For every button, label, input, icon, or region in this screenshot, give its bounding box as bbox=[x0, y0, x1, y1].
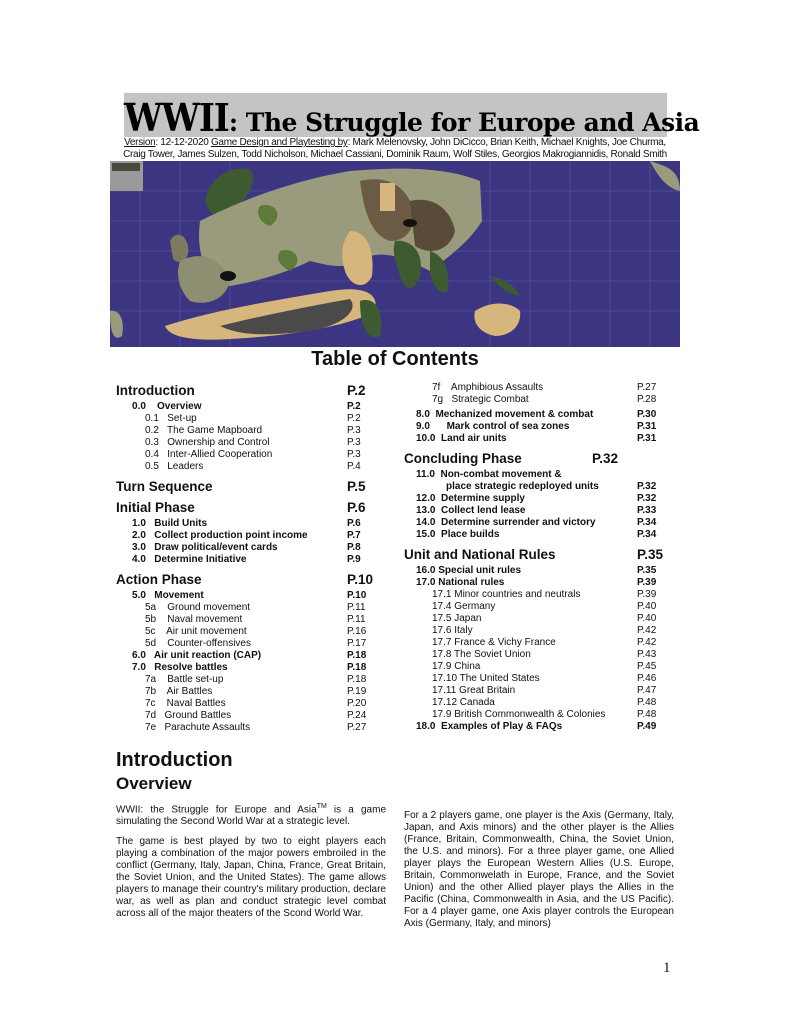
toc-entry-label: Unit and National Rules bbox=[404, 547, 556, 562]
toc-entry-page: P.6 bbox=[347, 518, 361, 529]
credits-label: Game Design and Playtesting by bbox=[210, 137, 348, 148]
toc-entry-label: Initial Phase bbox=[116, 500, 195, 515]
toc-entry-label: 0.1 Set-up bbox=[145, 413, 197, 424]
toc-entry-page: P.30 bbox=[637, 409, 657, 420]
game-map-image bbox=[110, 161, 680, 347]
toc-entry-label: 17.12 Canada bbox=[432, 697, 495, 708]
toc-entry-label: 12.0 Determine supply bbox=[416, 493, 525, 504]
toc-entry-page: P.24 bbox=[347, 710, 367, 721]
toc-entry-label: 5b Naval movement bbox=[145, 614, 243, 625]
page-number: 1 bbox=[663, 960, 671, 976]
toc-entry-page: P.16 bbox=[347, 626, 367, 637]
toc-entry-page: P.42 bbox=[637, 637, 657, 648]
toc-entry-page: P.47 bbox=[637, 685, 657, 696]
toc-entry-label: 0.5 Leaders bbox=[145, 461, 204, 472]
toc-entry-page: P.3 bbox=[347, 437, 361, 448]
toc-entry-page: P.6 bbox=[347, 500, 366, 515]
paragraph-players: The game is best played by two to eight players each playing a combination of the major powers embroiled in the conflict (Germany, Italy, Japan, China, France, Great Britain, the Soviet Union, and the United States). The game allows players to manage their country's military production, declare war, as well as plan and conduct strategic level combat across all of the major theaters of the Scond World War. bbox=[116, 836, 386, 919]
toc-entry-label: 7a Battle set-up bbox=[145, 674, 224, 685]
toc-entry-label: 17.7 France & Vichy France bbox=[432, 637, 556, 648]
toc-entry-page: P.49 bbox=[637, 721, 657, 732]
toc-entry-page: P.31 bbox=[637, 433, 657, 444]
toc-entry-label: Action Phase bbox=[116, 572, 202, 587]
toc-entry-label: 5c Air unit movement bbox=[145, 626, 247, 637]
toc-entry-label: 0.3 Ownership and Control bbox=[145, 437, 270, 448]
toc-entry-label: 10.0 Land air units bbox=[416, 433, 507, 444]
toc-entry-page: P.7 bbox=[347, 530, 361, 541]
toc-entry-label: 17.11 Great Britain bbox=[432, 685, 516, 696]
section-heading-introduction: Introduction bbox=[116, 749, 233, 771]
toc-entry-label: 4.0 Determine Initiative bbox=[132, 554, 247, 565]
toc-entry-page: P.10 bbox=[347, 590, 367, 601]
toc-entry-label: place strategic redeployed units bbox=[446, 481, 599, 492]
trademark: TM bbox=[316, 803, 327, 810]
version-value: : 12-12-2020 bbox=[155, 137, 211, 148]
toc-entry-label: 17.9 British Commonwealth & Colonies bbox=[432, 709, 606, 720]
toc-entry-page: P.40 bbox=[637, 601, 657, 612]
toc-entry-page: P.11 bbox=[347, 614, 366, 625]
toc-entry-label: 17.5 Japan bbox=[432, 613, 482, 624]
toc-entry-page: P.17 bbox=[347, 638, 367, 649]
toc-entry-label: 7g Strategic Combat bbox=[432, 394, 529, 405]
toc-entry-label: 18.0 Examples of Play & FAQs bbox=[416, 721, 563, 732]
toc-entry-page: P.34 bbox=[637, 529, 657, 540]
toc-entry-label: 0.2 The Game Mapboard bbox=[145, 425, 263, 436]
toc-entry-label: 7d Ground Battles bbox=[145, 710, 232, 721]
toc-entry-page: P.34 bbox=[637, 517, 657, 528]
toc-entry-page: P.39 bbox=[637, 577, 657, 588]
toc-entry-page: P.43 bbox=[637, 649, 657, 660]
toc-entry-label: 17.6 Italy bbox=[432, 625, 473, 636]
toc-entry-label: 5a Ground movement bbox=[145, 602, 251, 613]
toc-entry-label: 6.0 Air unit reaction (CAP) bbox=[132, 650, 262, 661]
toc-entry-label: 13.0 Collect lend lease bbox=[416, 505, 526, 516]
credits-block bbox=[110, 137, 680, 161]
toc-entry-page: P.39 bbox=[637, 589, 657, 600]
credits-names-2: Craig Tower, James Sulzen, Todd Nicholson, Michael Cassiani, Dominik Raum, Wolf Stiles, Georgios Makrogiannidis, Ronald Smith bbox=[123, 149, 667, 160]
toc-entry-page: P.18 bbox=[347, 662, 367, 673]
title-subtitle: : The Struggle for Europe and Asia bbox=[228, 108, 700, 137]
toc-entry-page: P.27 bbox=[347, 722, 367, 733]
toc-entry-label: 8.0 Mechanized movement & combat bbox=[416, 409, 594, 420]
toc-entry-page: P.40 bbox=[637, 613, 657, 624]
toc-entry-page: P.8 bbox=[347, 542, 361, 553]
toc-entry-page: P.9 bbox=[347, 554, 361, 565]
map-graphic bbox=[110, 161, 680, 347]
toc-entry-label: 9.0 Mark control of sea zones bbox=[416, 421, 570, 432]
toc-entry-page: P.45 bbox=[637, 661, 657, 672]
toc-entry-label: Concluding Phase bbox=[404, 451, 522, 466]
toc-entry-page: P.11 bbox=[347, 602, 366, 613]
toc-entry-label: 7e Parachute Assaults bbox=[145, 722, 251, 733]
toc-entry-label: 17.10 The United States bbox=[432, 673, 540, 684]
toc-entry-page: P.18 bbox=[347, 674, 367, 685]
toc-entry-page: P.2 bbox=[347, 401, 361, 412]
toc-entry-page: P.3 bbox=[347, 425, 361, 436]
version-label: Version bbox=[124, 137, 156, 148]
toc-entry-page: P.35 bbox=[637, 565, 657, 576]
toc-entry-page: P.18 bbox=[347, 650, 367, 661]
toc-entry-page: P.32 bbox=[592, 451, 619, 466]
toc-entry-label: 7f Amphibious Assaults bbox=[432, 382, 544, 393]
toc-entry-label: 7b Air Battles bbox=[145, 686, 213, 697]
title-banner bbox=[124, 93, 700, 140]
toc-entry-label: Introduction bbox=[116, 383, 195, 398]
toc-entry-page: P.20 bbox=[347, 698, 367, 709]
toc-entry-label: 7.0 Resolve battles bbox=[132, 662, 228, 673]
toc-entry-label: 11.0 Non-combat movement & bbox=[416, 469, 562, 480]
toc-entry-page: P.32 bbox=[637, 481, 657, 492]
toc-entry-label: 17.4 Germany bbox=[432, 601, 496, 612]
paragraph-player-setup: For a 2 players game, one player is the Axis (Germany, Italy, Japan, and Axis minors) and the other player is the Allies (France, Britain, Commonwealth, China, the Soviet Union, the U.S. and minors). For a three player game, one Allied player plays the European Western Allies (U.S. Europe, Britain, Commonwelath in Europe, France, and the Soviet Union) and the other Allied player plays the Allies in the Pacific (China, Commonwealth in Asia, and the US Pacific). For a 4 player game, one Axis player controls the European Axis (Germany, Italy, and minors) bbox=[404, 810, 674, 929]
toc-entry-label: 1.0 Build Units bbox=[132, 518, 208, 529]
toc-entry-label: 0.0 Overview bbox=[132, 401, 202, 412]
toc-entry-page: P.2 bbox=[347, 383, 366, 398]
toc-title: Table of Contents bbox=[311, 348, 479, 370]
toc-entry-page: P.48 bbox=[637, 697, 657, 708]
toc-entry-page: P.10 bbox=[347, 572, 374, 587]
credits-names-1: : Mark Melenovsky, John DiCicco, Brian Keith, Michael Knights, Joe Churma, bbox=[347, 137, 666, 148]
toc-entry-label: 5.0 Movement bbox=[132, 590, 204, 601]
toc-entry-page: P.35 bbox=[637, 547, 664, 562]
paragraph-intro-rest: is a game simulating the Second World War at a strategic level. bbox=[116, 804, 387, 828]
toc-entry-page: P.28 bbox=[637, 394, 657, 405]
game-name: WWII: the Struggle for Europe and Asia bbox=[116, 804, 317, 816]
toc-entry-label: 16.0 Special unit rules bbox=[416, 565, 522, 576]
document-title bbox=[124, 95, 700, 140]
toc-entry-page: P.32 bbox=[637, 493, 657, 504]
toc-entry-label: 17.1 Minor countries and neutrals bbox=[432, 589, 581, 600]
toc-entry-label: 2.0 Collect production point income bbox=[132, 530, 308, 541]
toc-entry-page: P.2 bbox=[347, 413, 361, 424]
toc-entry-label: 17.0 National rules bbox=[416, 577, 505, 588]
toc-entry-label: 3.0 Draw political/event cards bbox=[132, 542, 278, 553]
toc-entry-label: 17.9 China bbox=[432, 661, 481, 672]
toc-entry-page: P.5 bbox=[347, 479, 366, 494]
toc-entry-page: P.3 bbox=[347, 449, 361, 460]
toc-entry-label: 0.4 Inter-Allied Cooperation bbox=[145, 449, 273, 460]
toc-entry-label: Turn Sequence bbox=[116, 479, 213, 494]
toc-entry-page: P.46 bbox=[637, 673, 657, 684]
toc-entry-label: 7c Naval Battles bbox=[145, 698, 226, 709]
credits-line-1 bbox=[110, 137, 680, 149]
toc-entry-page: P.48 bbox=[637, 709, 657, 720]
toc-entry-label: 14.0 Determine surrender and victory bbox=[416, 517, 596, 528]
toc-entry-page: P.33 bbox=[637, 505, 657, 516]
title-wwii: WWII bbox=[124, 95, 229, 140]
toc-entry-page: P.31 bbox=[637, 421, 657, 432]
toc-entry-label: 17.8 The Soviet Union bbox=[432, 649, 531, 660]
toc-entry-label: 5d Counter-offensives bbox=[145, 638, 251, 649]
toc-entry-page: P.27 bbox=[637, 382, 657, 393]
toc-entry-page: P.42 bbox=[637, 625, 657, 636]
section-heading-overview: Overview bbox=[116, 774, 192, 793]
toc-entry-label: 15.0 Place builds bbox=[416, 529, 500, 540]
toc-entry-page: P.19 bbox=[347, 686, 367, 697]
toc-entry-page: P.4 bbox=[347, 461, 361, 472]
paragraph-intro bbox=[116, 801, 386, 828]
